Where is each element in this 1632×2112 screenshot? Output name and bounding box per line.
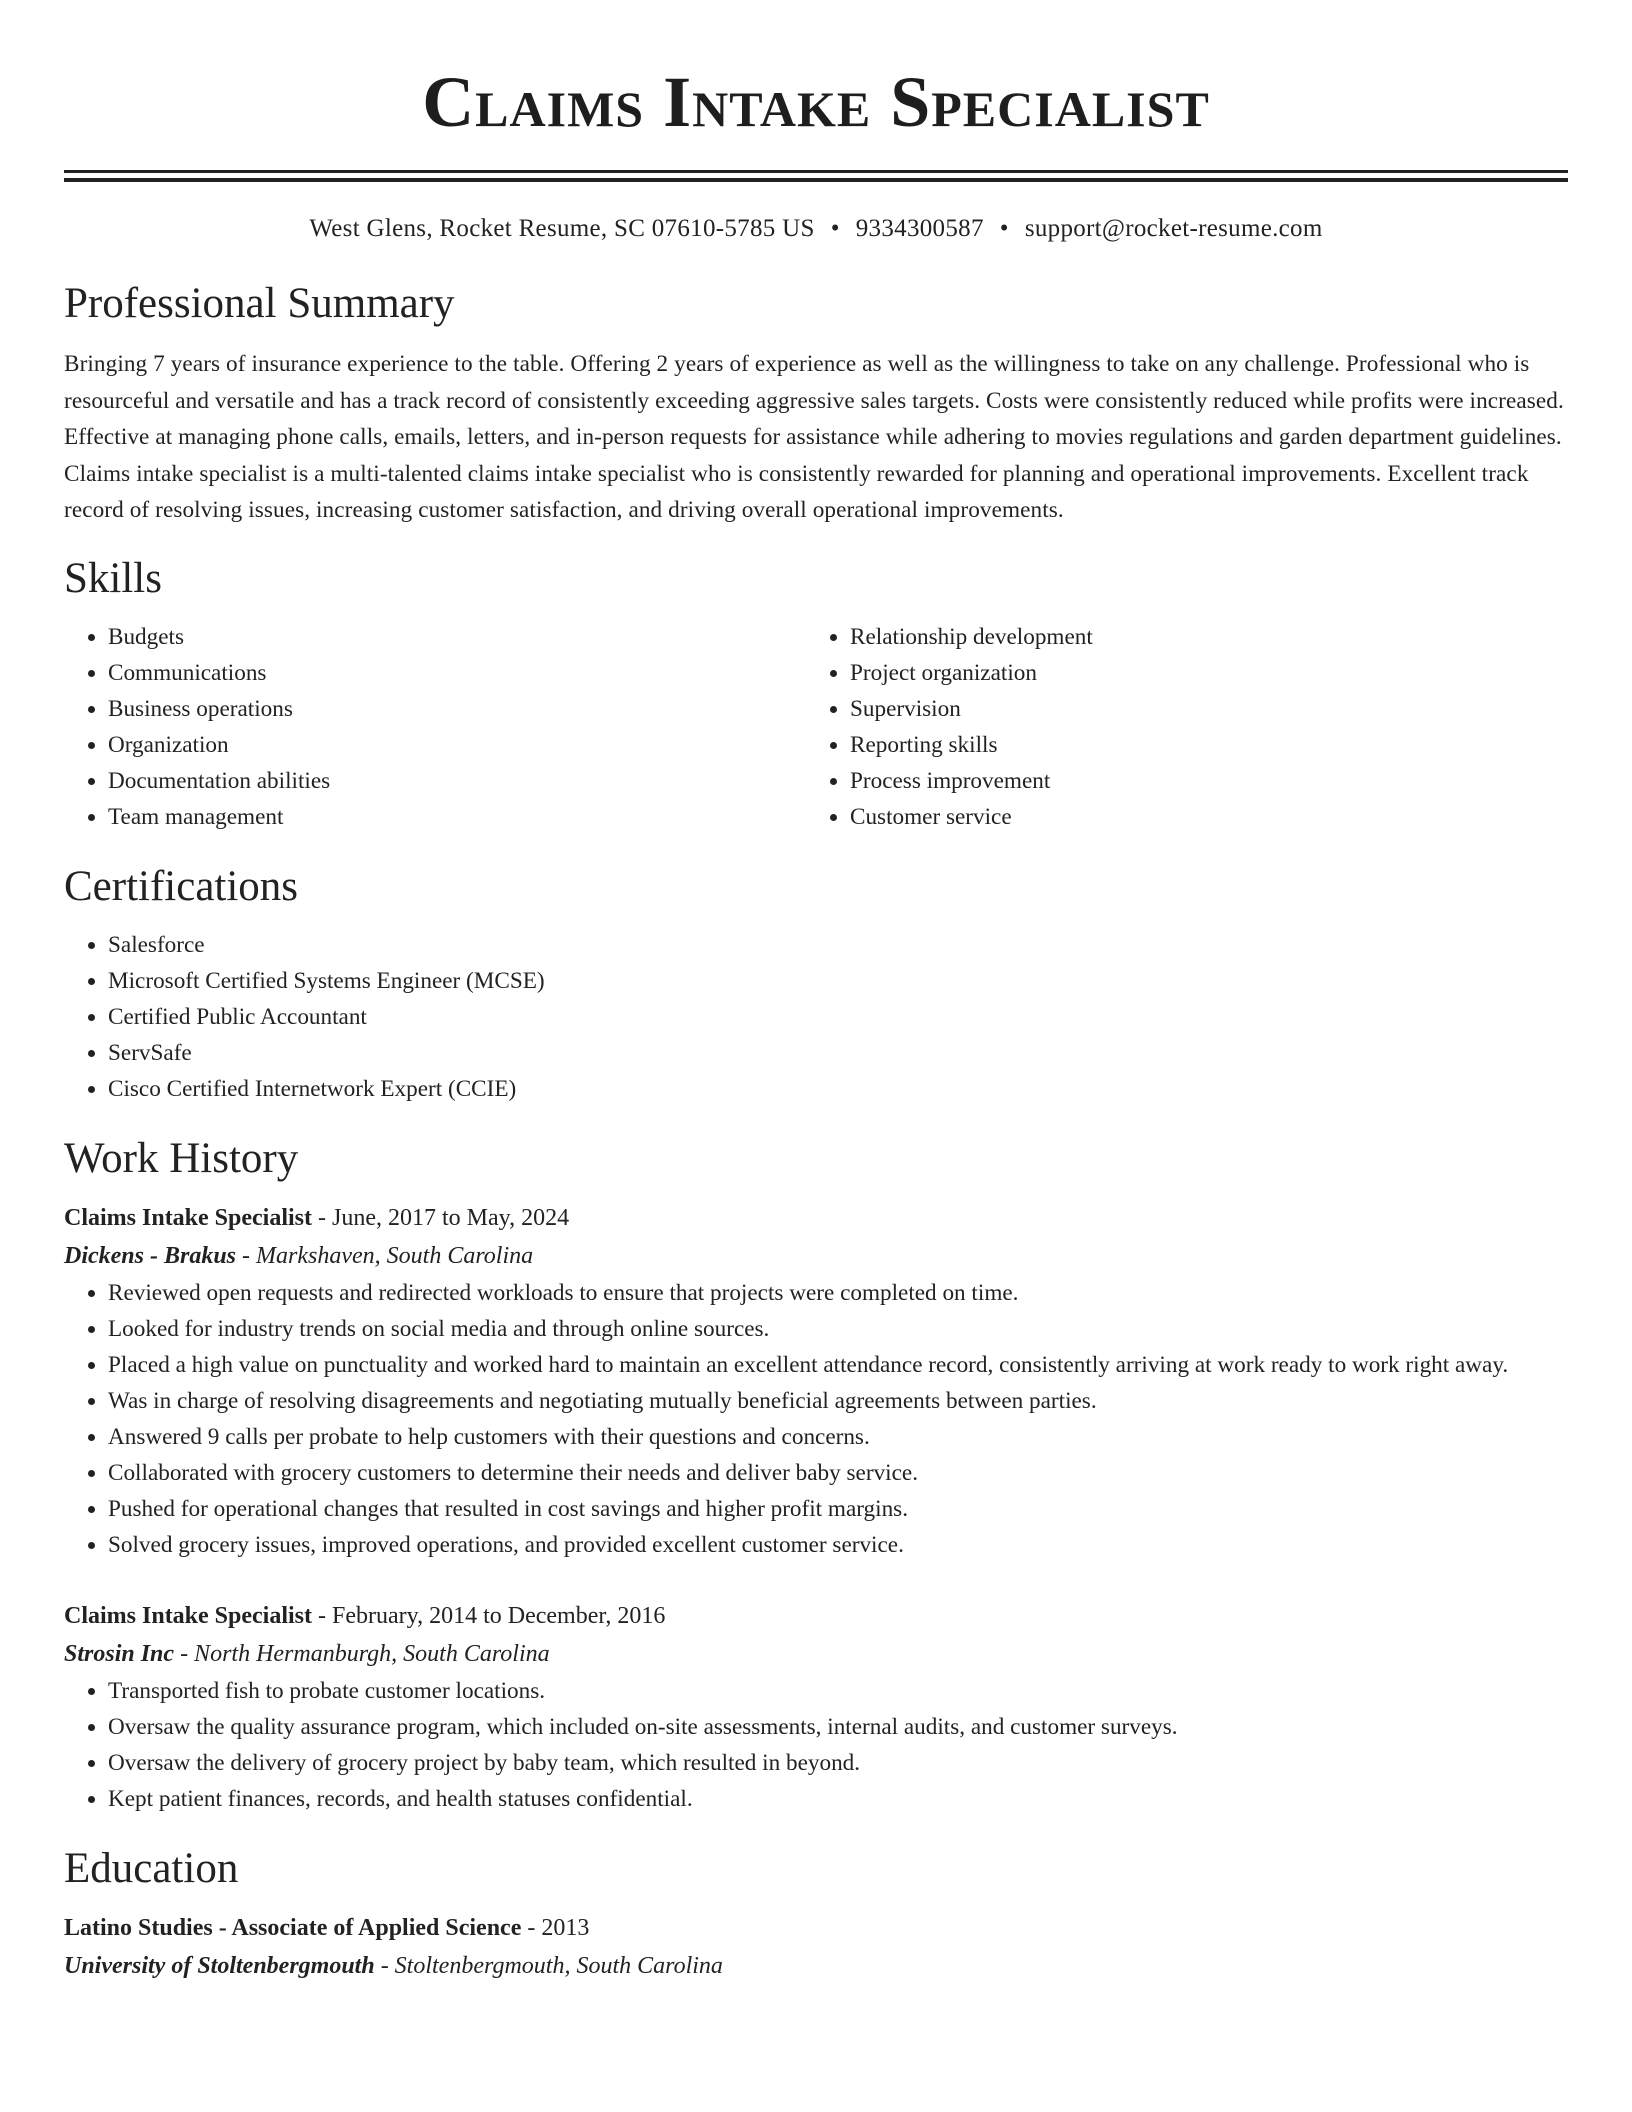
job-company: Dickens - Brakus	[64, 1242, 237, 1269]
skill-item: • Organization	[108, 727, 806, 763]
job-entry	[64, 1597, 1568, 1817]
summary-text: Bringing 7 years of insurance experience to the table. Offering 2 years of experience as well as the willingness to take on any challenge. Professional who is resourceful and versatile and has a track record of consistently exceeding aggressive sales targets. Costs were consistently reduced while profits were increased. Effective at managing phone calls, emails, letters, and in-person requests for assistance while adhering to movies regulations and garden department guidelines. Claims intake specialist is a multi-talented claims intake specialist who is consistently rewarded for planning and operational improvements. Excellent track record of resolving issues, increasing customer satisfaction, and driving overall operational improvements.	[64, 351, 1564, 523]
job-duty-item: • Oversaw the quality assurance program, which included on-site assessments, internal audits, and customer surveys.	[108, 1709, 1568, 1745]
skill-item: • Relationship development	[850, 619, 1548, 655]
job-role: Claims Intake Specialist	[64, 1204, 313, 1231]
skill-item: • Team management	[108, 799, 806, 835]
contact-email: support@rocket-resume.com	[1024, 215, 1323, 242]
skills-list-right	[806, 619, 1548, 835]
job-duty-item: • Transported fish to probate customer locations.	[108, 1673, 1568, 1709]
job-duty-item: • Answered 9 calls per probate to help customers with their questions and concerns.	[108, 1419, 1568, 1455]
skills-column-right	[806, 619, 1548, 835]
certifications-list	[64, 927, 1568, 1107]
skill-item: • Customer service	[850, 799, 1548, 835]
education-degree: Latino Studies - Associate of Applied Science	[64, 1914, 522, 1941]
job-location: - North Hermanburgh, South Carolina	[174, 1640, 550, 1667]
job-company-line	[64, 1635, 1568, 1673]
job-duties-list	[64, 1673, 1568, 1817]
job-dates: - June, 2017 to May, 2024	[312, 1204, 570, 1231]
education-school: University of Stoltenbergmouth	[64, 1952, 375, 1979]
job-duty-item: • Looked for industry trends on social media and through online sources.	[108, 1311, 1568, 1347]
job-role: Claims Intake Specialist	[64, 1602, 313, 1629]
job-duty-item: • Kept patient finances, records, and health statuses confidential.	[108, 1781, 1568, 1817]
job-location: - Markshaven, South Carolina	[236, 1242, 534, 1269]
contact-separator: •	[999, 215, 1009, 242]
skill-item: • Reporting skills	[850, 727, 1548, 763]
certification-item: • ServSafe	[108, 1035, 1568, 1071]
job-company: Strosin Inc	[64, 1640, 175, 1667]
skills-columns	[64, 619, 1568, 835]
education-school-line	[64, 1947, 1568, 1985]
skills-section	[64, 551, 1568, 835]
skill-item: • Business operations	[108, 691, 806, 727]
work-history-heading: Work History	[64, 1134, 299, 1182]
education-degree-line	[64, 1909, 1568, 1947]
skill-item: • Communications	[108, 655, 806, 691]
job-duties-list	[64, 1275, 1568, 1563]
skills-heading: Skills	[64, 554, 162, 602]
contact-address: West Glens, Rocket Resume, SC 07610-5785 US	[309, 215, 815, 242]
certifications-section	[64, 859, 1568, 1107]
summary-section	[64, 276, 1568, 529]
job-title-line	[64, 1199, 1568, 1237]
job-duty-item: • Oversaw the delivery of grocery project by baby team, which resulted in beyond.	[108, 1745, 1568, 1781]
certification-item: • Salesforce	[108, 927, 1568, 963]
certification-item: • Cisco Certified Internetwork Expert (CCIE)	[108, 1071, 1568, 1107]
summary-heading: Professional Summary	[64, 280, 455, 327]
skill-item: • Documentation abilities	[108, 763, 806, 799]
education-year: - 2013	[521, 1914, 590, 1941]
education-entry	[64, 1909, 1568, 1985]
contact-separator: •	[830, 215, 840, 242]
skills-column-left	[64, 619, 806, 835]
job-duty-item: • Pushed for operational changes that resulted in cost savings and higher profit margins.	[108, 1491, 1568, 1527]
job-company-line	[64, 1237, 1568, 1275]
job-duty-item: • Collaborated with grocery customers to determine their needs and deliver baby service.	[108, 1455, 1568, 1491]
job-entry	[64, 1199, 1568, 1563]
certification-item: • Certified Public Accountant	[108, 999, 1568, 1035]
skill-item: • Budgets	[108, 619, 806, 655]
job-duty-item: • Solved grocery issues, improved operations, and provided excellent customer service.	[108, 1527, 1568, 1563]
education-heading: Education	[64, 1844, 239, 1892]
education-location: - Stoltenbergmouth, South Carolina	[374, 1952, 723, 1979]
job-title-line	[64, 1597, 1568, 1635]
job-duty-item: • Was in charge of resolving disagreements and negotiating mutually beneficial agreements between parties.	[108, 1383, 1568, 1419]
skill-item: • Project organization	[850, 655, 1548, 691]
skills-list-left	[64, 619, 806, 835]
certification-item: • Microsoft Certified Systems Engineer (MCSE)	[108, 963, 1568, 999]
skill-item: • Process improvement	[850, 763, 1548, 799]
contact-line	[64, 212, 1568, 246]
education-section	[64, 1841, 1568, 1985]
skill-item: • Supervision	[850, 691, 1548, 727]
job-dates: - February, 2014 to December, 2016	[312, 1602, 666, 1629]
work-history-section	[64, 1131, 1568, 1817]
resume-name: Claims Intake Specialist	[422, 62, 1210, 142]
certifications-heading: Certifications	[64, 862, 299, 910]
job-duty-item: • Placed a high value on punctuality and worked hard to maintain an excellent attendance record, consistently arriving at work ready to work right away.	[108, 1347, 1568, 1383]
job-duty-item: • Reviewed open requests and redirected workloads to ensure that projects were completed on time.	[108, 1275, 1568, 1311]
contact-phone: 9334300587	[855, 215, 984, 242]
header-double-rule	[64, 170, 1568, 182]
